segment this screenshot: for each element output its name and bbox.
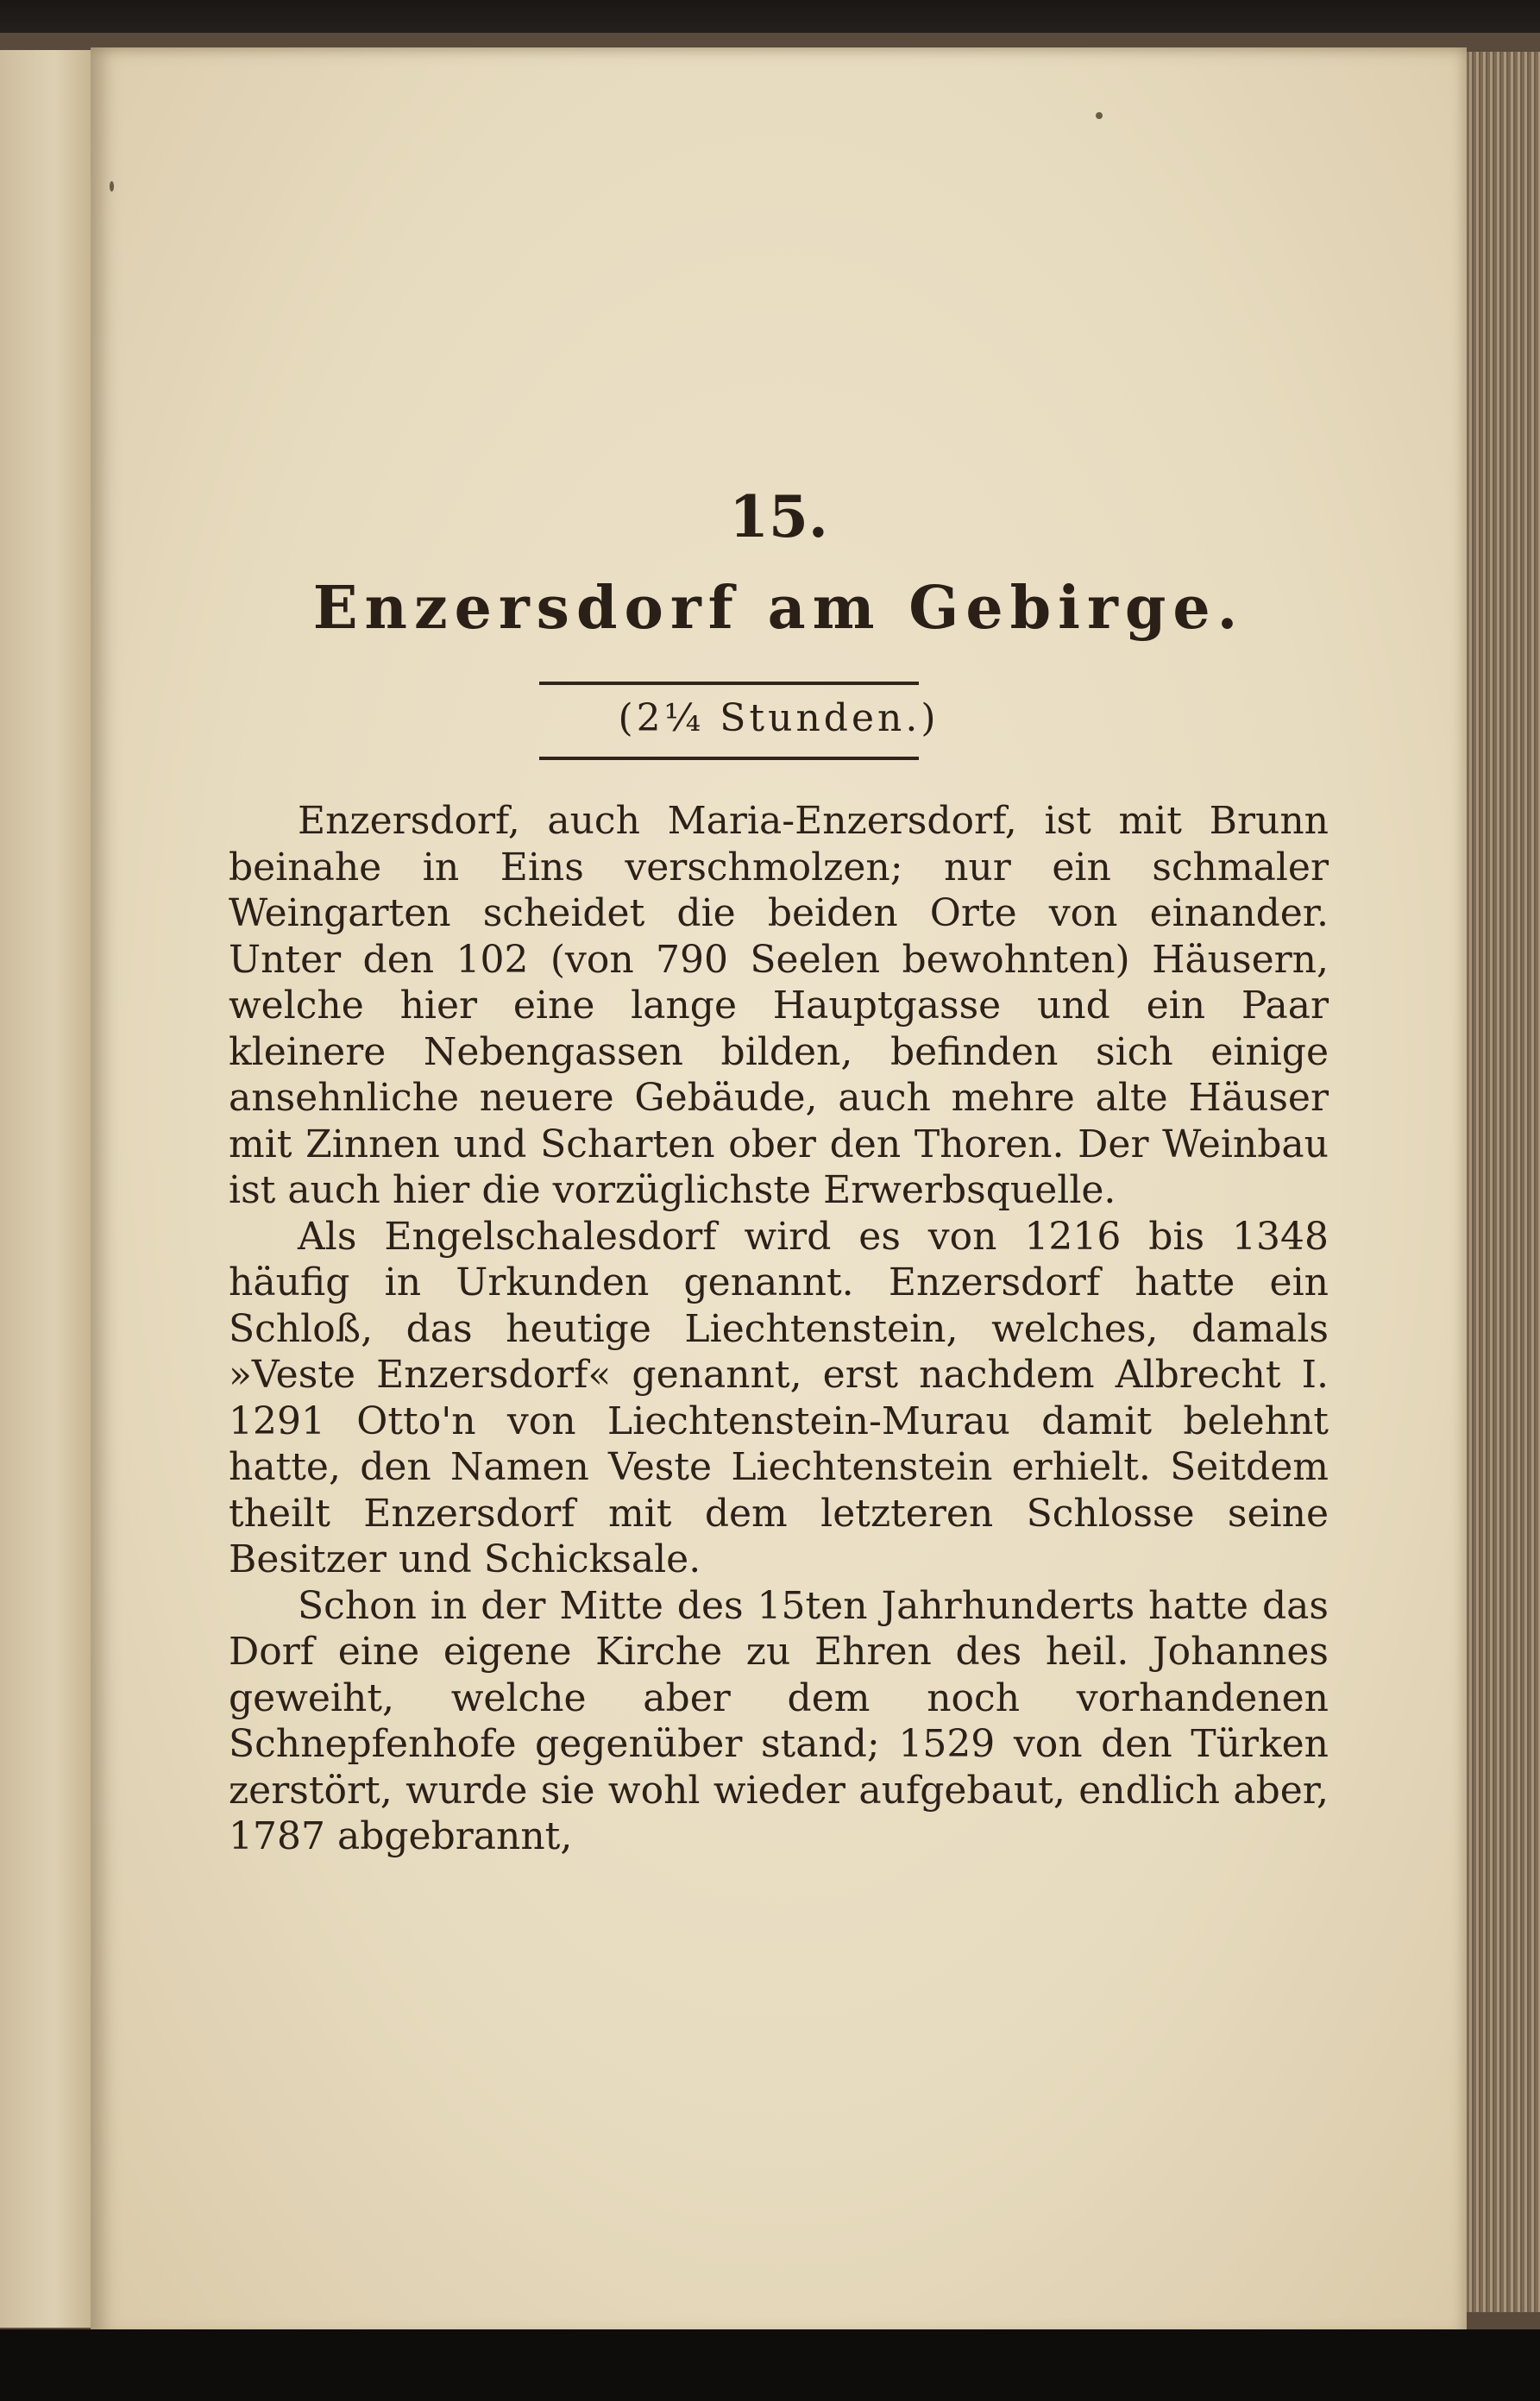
paragraph: Schon in der Mitte des 15ten Jahrhunderts hatte das Dorf eine eigene Kirche zu Ehren des heil. Johannes geweiht, welche aber dem noch vorhandenen Schnepfenhofe gegenüber stand; 1529 von den Türken zerstört, wurde sie wohl wieder aufgebaut, endlich aber, 1787 abgebrannt, bbox=[229, 1583, 1329, 1858]
book-page bbox=[91, 47, 1467, 2338]
chapter-number: 15. bbox=[729, 483, 828, 550]
paper-speck bbox=[110, 181, 114, 192]
paper-speck bbox=[1096, 112, 1103, 119]
scan-bottom-edge bbox=[0, 2329, 1540, 2401]
page-block-edges bbox=[1467, 52, 1540, 2312]
title-rule-bottom bbox=[539, 757, 919, 760]
chapter-title: Enzersdorf am Gebirge. bbox=[312, 574, 1245, 643]
paragraph: Enzersdorf, auch Maria-Enzersdorf, ist mit Brunn beinahe in Eins verschmolzen; nur ein schmaler Weingarten scheidet die beiden Orte von einander. Unter den 102 (von 790 Seelen bewohnten) Häusern, welche hier eine lange Hauptgasse und ein Paar kleinere Nebengassen bilden, befinden sich einige ansehnliche neuere Gebäude, auch mehre alte Häuser mit Zinnen und Scharten ober den Thoren. Der Weinbau ist auch hier die vorzüglichste Erwerbsquelle. bbox=[229, 799, 1329, 1212]
facing-page-edge bbox=[0, 50, 91, 2328]
chapter-distance: (2¼ Stunden.) bbox=[618, 696, 940, 740]
body-text bbox=[229, 798, 1329, 1860]
paragraph: Als Engelschalesdorf wird es von 1216 bis 1348 häufig in Urkunden genannt. Enzersdorf hatte ein Schloß, das heutige Liechtenstein, welches, damals »Veste Enzersdorf« genannt, erst nachdem Albrecht I. 1291 Otto'n von Liechtenstein-Murau damit belehnt hatte, den Namen Veste Liechtenstein erhielt. Seitdem theilt Enzersdorf mit dem letzteren Schlosse seine Besitzer und Schicksale. bbox=[229, 1214, 1329, 1581]
title-rule-top bbox=[539, 682, 919, 685]
